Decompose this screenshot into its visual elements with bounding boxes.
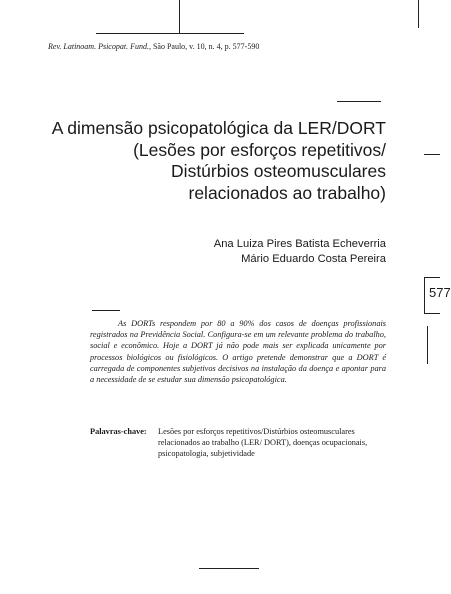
keywords-text: Lesões por esforços repetitivos/Distúrbios osteomusculares relacionados ao trabalho (LER/ DORT), doenças ocupacionais, psicopatologia, subjetividade [158, 427, 368, 459]
page-number-tab [424, 277, 451, 314]
author-name: Ana Luiza Pires Batista Echeverria [213, 238, 386, 250]
title-line: A dimensão psicopatológica da LER/DORT [51, 118, 386, 138]
abstract-text: As DORTs respondem por 80 a 90% dos casos de doenças profissionais registrados na Previdência Social. Configura-se em um relevante problema do trabalho, social e econômico. Hoje a DORT já não pode mais ser explicada unicamente por processos biológicos ou fisiológicos. O artigo pretende demonstrar que a DORT é carregada de componentes subjetivos decisivos na instalação da doença e apontar para a necessidade de se estudar sua dimensão psicopatológica. [90, 319, 386, 385]
title-rule [337, 101, 381, 102]
crop-mark-top-left-vertical [179, 0, 180, 34]
title-line: (Lesões por esforços repetitivos/ [133, 139, 386, 160]
crop-mark-bottom-horizontal [199, 568, 259, 569]
author-list [214, 237, 386, 266]
crop-mark-top-horizontal [96, 33, 244, 34]
title-line: Distúrbios osteomusculares [171, 161, 386, 181]
keywords-label: Palavras-chave: [90, 427, 147, 436]
author-name: Mário Eduardo Costa Pereira [241, 252, 386, 265]
crop-mark-right-vertical [427, 326, 428, 364]
title-line: relacionados ao trabalho) [188, 182, 386, 203]
article-title [52, 118, 386, 204]
crop-mark-top-right-vertical [418, 0, 419, 28]
crop-mark-left-horizontal [92, 310, 120, 311]
journal-name: Rev. Latinoam. Psicopat. Fund., [48, 42, 151, 51]
crop-mark-right-horizontal [424, 154, 440, 155]
journal-citation [48, 42, 259, 51]
page-number: 577 [429, 285, 451, 300]
keywords-block [90, 426, 388, 460]
journal-details: São Paulo, v. 10, n. 4, p. 577-590 [150, 42, 260, 51]
